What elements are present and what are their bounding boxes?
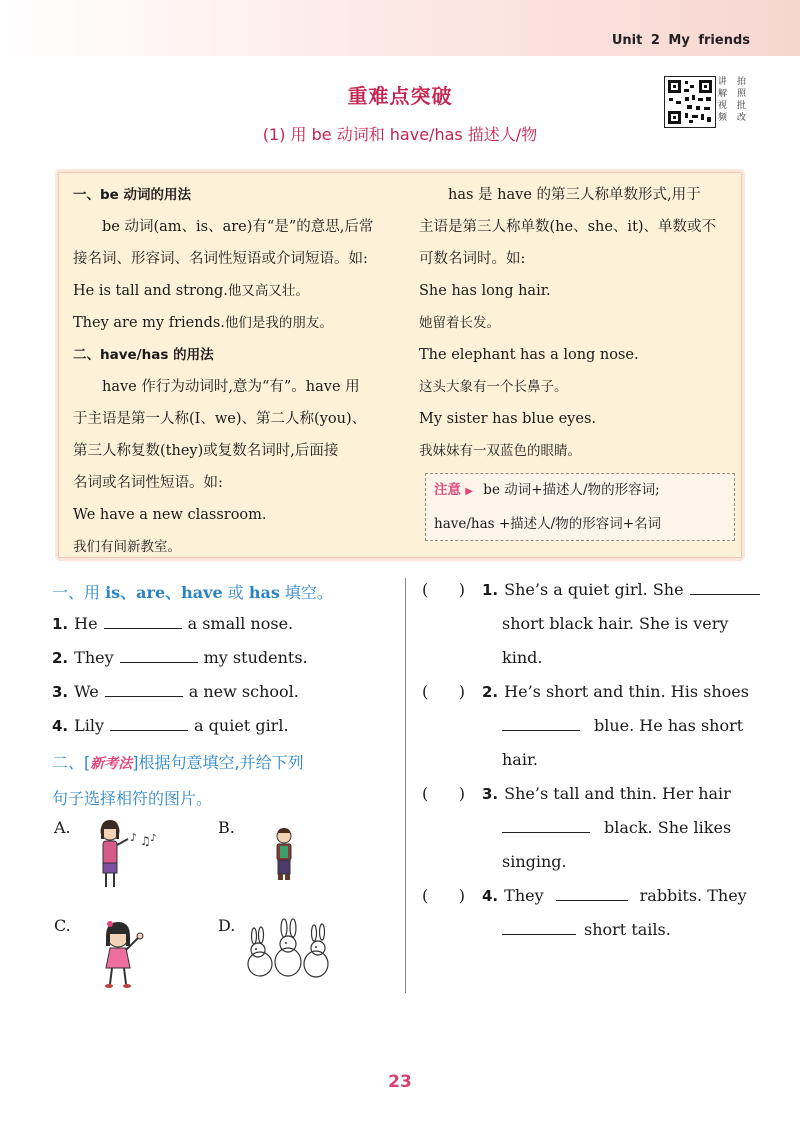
example-en: They are my friends.	[73, 315, 225, 331]
note-box	[425, 473, 735, 541]
info-text: have 作行为动词时,意为“有”。have 用	[102, 379, 360, 395]
question-text: a quiet girl.	[194, 716, 289, 735]
svg-text:♫: ♫	[140, 834, 151, 848]
info-text: be 动词(am、is、are)有“是”的意思,后常	[102, 219, 374, 235]
info-text: 接名词、形容词、名词性短语或介词短语。如:	[73, 251, 368, 267]
s1-question-1	[52, 614, 293, 633]
r-question-2-line2	[502, 716, 743, 735]
question-text: She’s tall and thin. Her hair	[504, 784, 731, 803]
note-line-2: have/has +描述人/物的形容词+名词	[434, 516, 662, 532]
unit-title: Unit 2 My friends	[611, 33, 750, 48]
answer-blank[interactable]	[104, 614, 182, 629]
qr-label: 批	[737, 101, 747, 111]
question-text: We	[74, 682, 99, 701]
new-method-tag: 新考法	[90, 756, 133, 772]
example-en: The elephant has a long nose.	[419, 347, 639, 363]
question-text: rabbits. They	[639, 886, 747, 905]
r-question-3-line2	[502, 818, 731, 837]
section1-head-suffix: 填空。	[279, 583, 333, 602]
rabbits-picture[interactable]	[240, 918, 336, 984]
question-number: 2.	[482, 683, 499, 701]
question-number: 1.	[482, 581, 499, 599]
section2-heading-line2: 句子选择相符的图片。	[52, 789, 213, 808]
info-text: 名词或名词性短语。如:	[73, 475, 223, 491]
r-question-4-line1	[482, 886, 747, 905]
svg-text:♪: ♪	[130, 831, 138, 844]
example-cn: 我们有间新教室。	[73, 539, 181, 555]
section1-head-mid: 或	[222, 583, 249, 602]
example-line	[73, 307, 403, 339]
page-subtitle: (1) 用 be 动词和 have/has 描述人/物	[262, 125, 538, 144]
question-number: 4.	[482, 887, 499, 905]
r-question-1-line3: kind.	[502, 648, 543, 667]
section1-heading	[52, 580, 333, 603]
question-number: 4.	[52, 717, 69, 735]
question-text: black. She likes	[604, 818, 732, 837]
page-number: 23	[388, 1072, 412, 1092]
qr-label: 照	[737, 89, 747, 99]
picture-label-b: B.	[218, 818, 235, 837]
info-text: 主语是第三人称单数(he、she、it)、单数或不	[419, 219, 717, 235]
girl-singing-picture[interactable]	[88, 815, 168, 895]
qr-label: 讲	[718, 77, 728, 87]
note-label: 注意	[434, 482, 461, 498]
picture-label-c: C.	[54, 916, 71, 935]
s1-question-4	[52, 716, 289, 735]
answer-blank[interactable]	[556, 886, 628, 901]
example-cn: 她留着长发。	[419, 315, 500, 331]
section2-head-prefix: 二、	[52, 753, 85, 772]
example-en: My sister has blue eyes.	[419, 411, 597, 427]
r-question-1-line2: short black hair. She is very	[502, 614, 729, 633]
question-text: They	[504, 886, 544, 905]
answer-paren-4[interactable]: ( )	[422, 886, 465, 905]
example-en: We have a new classroom.	[73, 507, 267, 523]
question-number: 3.	[482, 785, 499, 803]
info-text: 于主语是第一人称(I、we)、第二人称(you)、	[73, 411, 367, 427]
question-text: blue. He has short	[594, 716, 744, 735]
qr-label: 视	[718, 101, 728, 111]
question-text: a new school.	[188, 682, 299, 701]
question-text: my students.	[203, 648, 308, 667]
example-en: He is tall and strong.	[73, 283, 228, 299]
grammar-info-box	[58, 172, 742, 558]
example-cn: 他又高又壮。	[227, 283, 309, 299]
column-divider	[405, 578, 406, 993]
answer-blank[interactable]	[120, 648, 198, 663]
question-text: She’s a quiet girl. She	[504, 580, 684, 599]
r-question-3-line1	[482, 784, 731, 803]
section1-head-words: is、are、have	[105, 583, 223, 602]
info-right-column	[419, 179, 735, 467]
page-title: 重难点突破	[347, 84, 453, 108]
question-text: He	[74, 614, 98, 633]
info-left-column	[73, 179, 403, 563]
answer-paren-1[interactable]: ( )	[422, 580, 465, 599]
qr-label: 解	[718, 89, 728, 99]
answer-paren-3[interactable]: ( )	[422, 784, 465, 803]
note-text: be 动词+描述人/物的形容词;	[483, 482, 660, 498]
answer-blank[interactable]	[502, 716, 580, 731]
qr-code-icon[interactable]	[664, 76, 716, 128]
answer-blank[interactable]	[690, 580, 760, 595]
svg-text:♪: ♪	[150, 833, 157, 844]
question-number: 1.	[52, 615, 69, 633]
question-text: They	[74, 648, 114, 667]
question-number: 2.	[52, 649, 69, 667]
example-cn: 我妹妹有一双蓝色的眼睛。	[419, 443, 581, 459]
example-line	[73, 275, 403, 307]
info-text: 第三人称复数(they)或复数名词时,后面接	[73, 443, 339, 459]
question-text: He’s short and thin. His shoes	[504, 682, 749, 701]
answer-paren-2[interactable]: ( )	[422, 682, 465, 701]
answer-blank[interactable]	[502, 920, 576, 935]
question-text: Lily	[74, 716, 105, 735]
info-text: has 是 have 的第三人称单数形式,用于	[448, 187, 701, 203]
question-text: short tails.	[584, 920, 671, 939]
r-question-4-line2	[502, 920, 671, 939]
s1-question-2	[52, 648, 308, 667]
example-en: She has long hair.	[419, 283, 551, 299]
short-boy-picture[interactable]	[268, 826, 300, 886]
qr-labels	[718, 76, 754, 124]
tag-bracket-open: [	[84, 753, 91, 772]
question-text: a small nose.	[187, 614, 294, 633]
qr-label: 频	[718, 113, 728, 123]
r-question-1-line1	[482, 580, 766, 599]
section1-head-has: has	[248, 583, 280, 602]
tag-bracket-close: ]	[132, 753, 139, 772]
picture-label-d: D.	[218, 916, 236, 935]
qr-label: 改	[737, 113, 747, 123]
heading-be-verbs: 一、be 动词的用法	[73, 187, 192, 203]
r-question-2-line3: hair.	[502, 750, 538, 769]
qr-label: 拍	[737, 77, 747, 87]
section1-head-prefix: 一、用	[52, 583, 106, 602]
heading-have-has: 二、have/has 的用法	[73, 347, 214, 363]
r-question-2-line1	[482, 682, 749, 701]
example-cn: 这头大象有一个长鼻子。	[419, 379, 568, 395]
picture-label-a: A.	[54, 818, 71, 837]
note-line-1	[426, 474, 734, 508]
girl-waving-picture[interactable]	[96, 916, 152, 992]
s1-question-3	[52, 682, 299, 701]
info-text: 可数名词时。如:	[419, 251, 526, 267]
example-cn: 他们是我的朋友。	[224, 315, 333, 331]
answer-blank[interactable]	[502, 818, 590, 833]
answer-blank[interactable]	[105, 682, 183, 697]
question-number: 3.	[52, 683, 69, 701]
section2-head-rest: 根据句意填空,并给下列	[138, 753, 304, 772]
play-arrow-icon: ▶	[465, 486, 473, 497]
r-question-3-line3: singing.	[502, 852, 567, 871]
answer-blank[interactable]	[110, 716, 188, 731]
section2-heading	[52, 750, 304, 773]
